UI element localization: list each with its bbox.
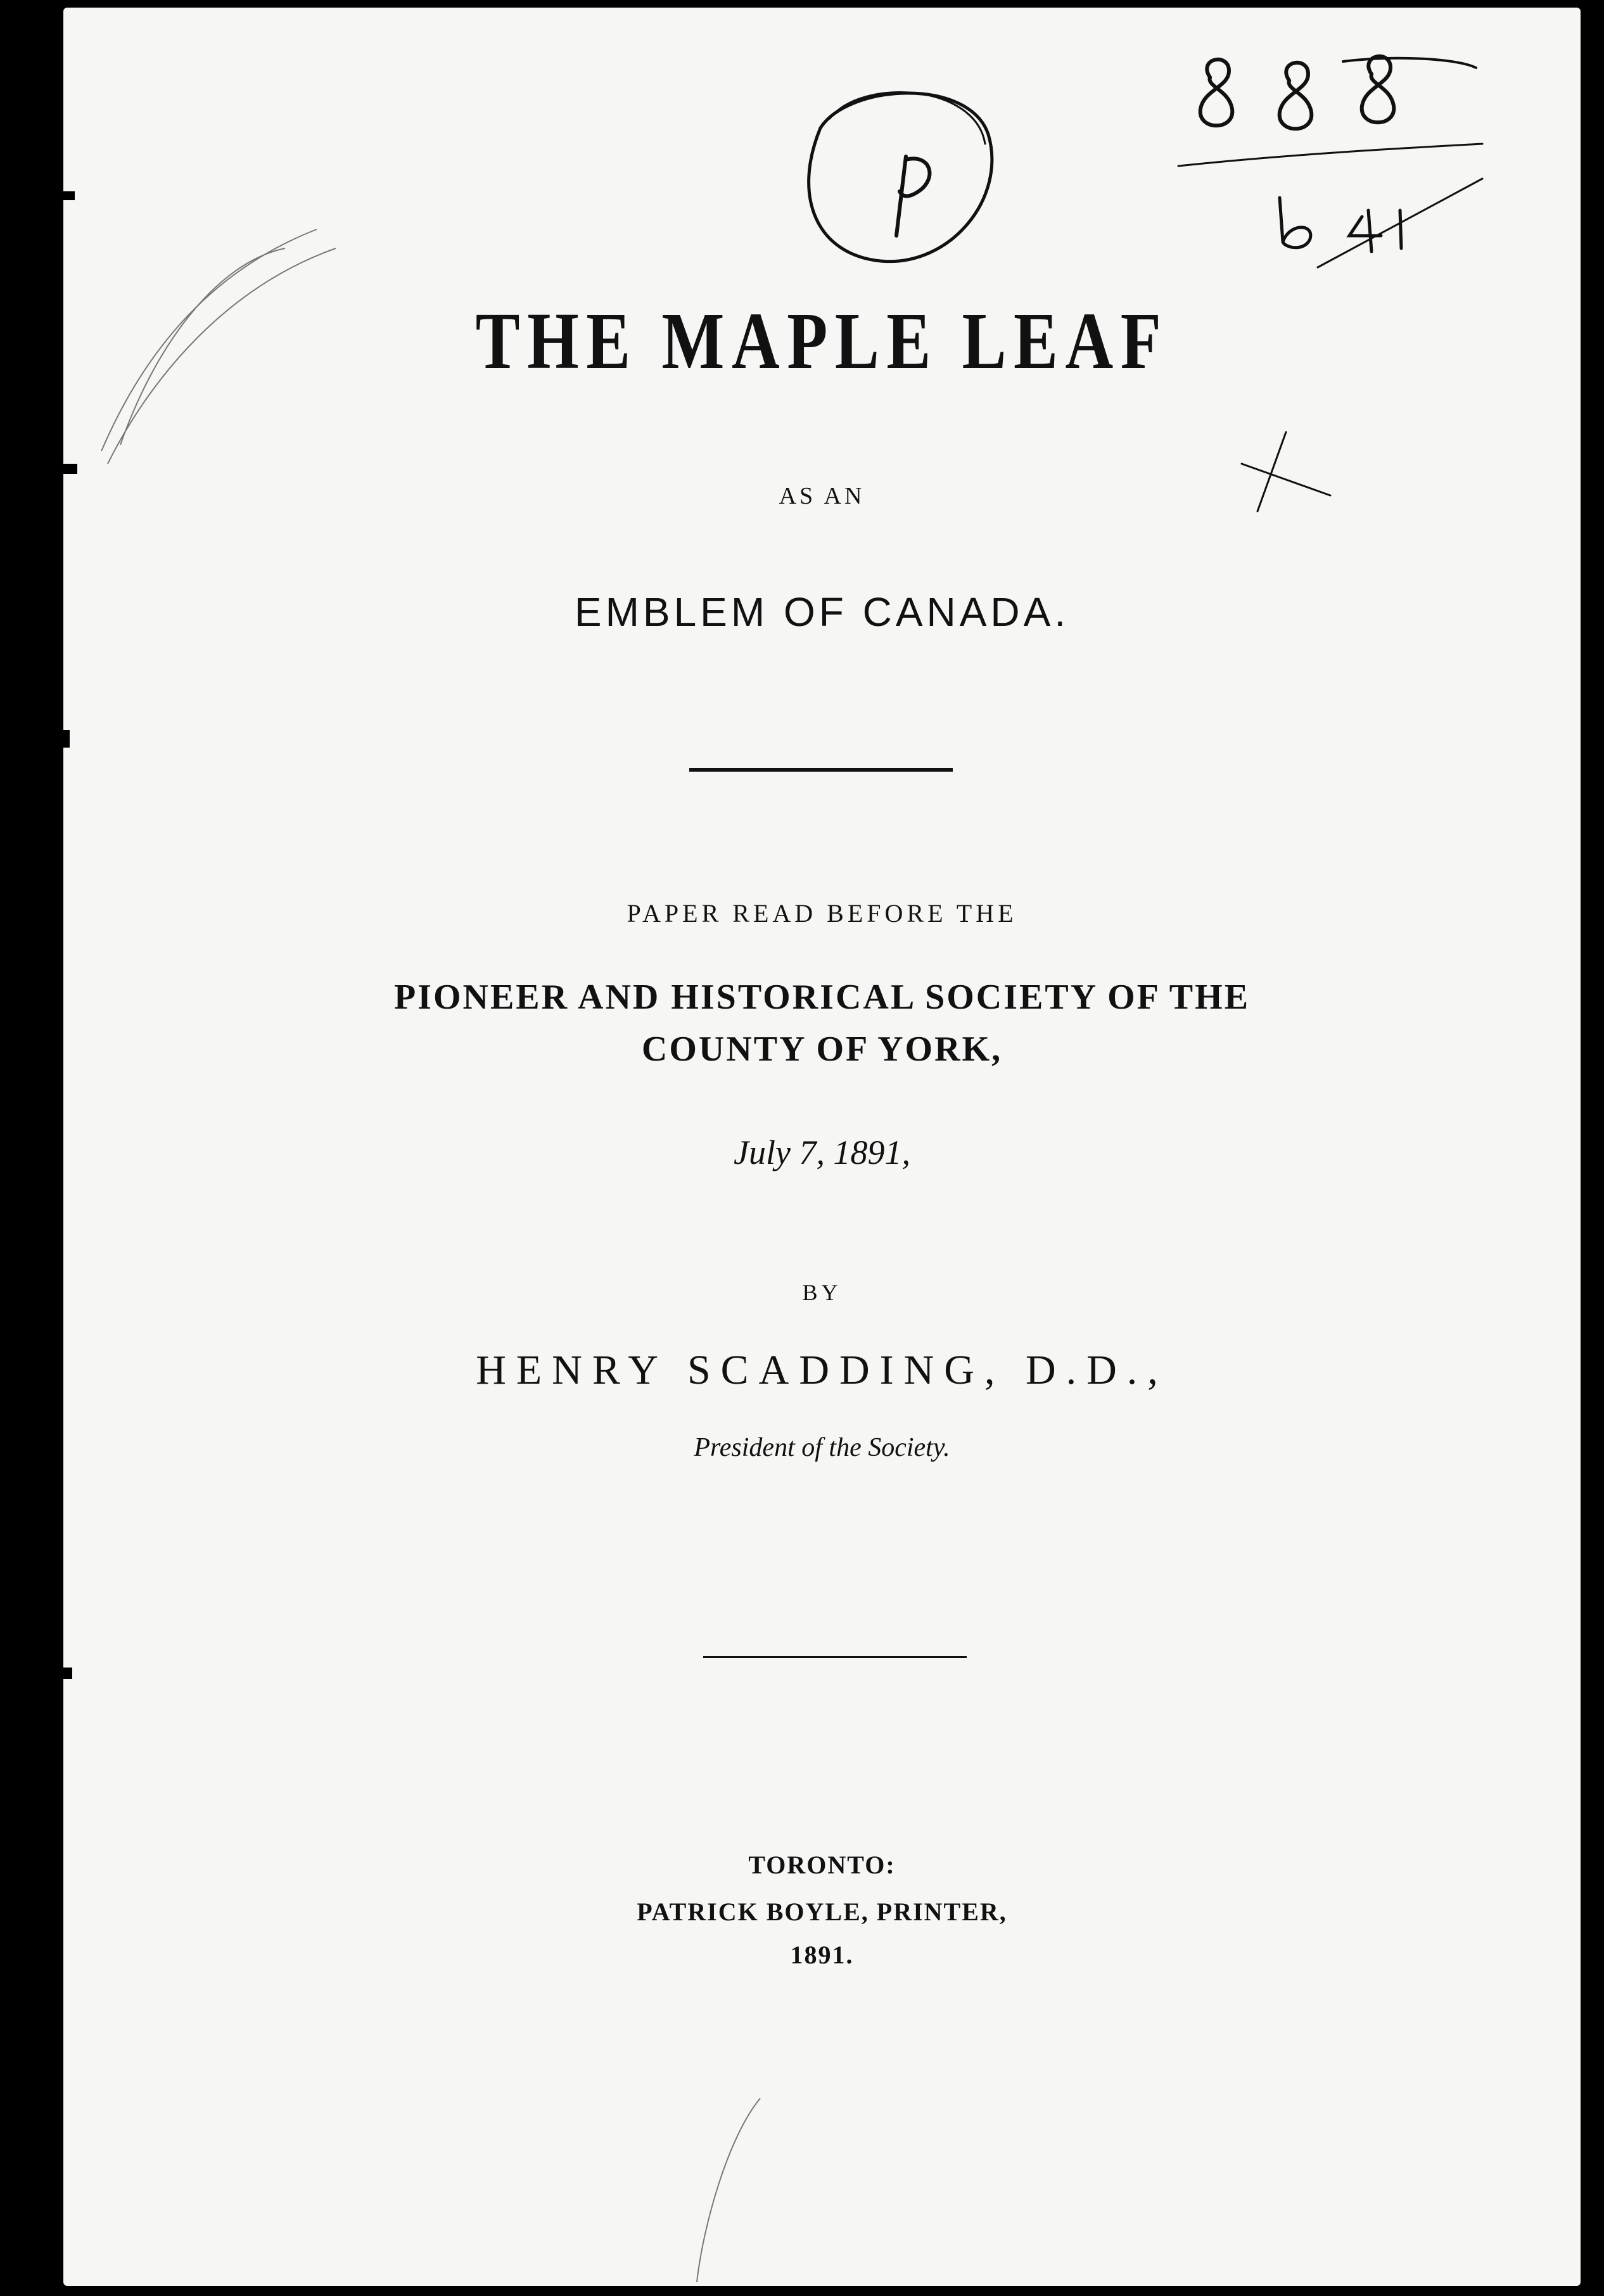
by-line: BY [802, 1280, 842, 1305]
pencil-strokes [101, 229, 760, 2282]
title-subtitle: EMBLEM OF CANADA. [574, 589, 1070, 635]
cross-mark [1242, 432, 1330, 511]
imprint-printer: PATRICK BOYLE, PRINTER, [637, 1897, 1007, 1926]
shelf-mark [1280, 179, 1482, 267]
title-page [63, 8, 1581, 2286]
imprint-place: TORONTO: [748, 1851, 896, 1879]
title-connector: AS AN [779, 483, 865, 509]
society-name-line1: PIONEER AND HISTORICAL SOCIETY OF THE [393, 978, 1251, 1017]
main-title: THE MAPLE LEAF [475, 296, 1169, 386]
circled-letter-mark [809, 92, 992, 262]
handwritten-marks [63, 8, 1581, 2286]
reading-date: July 7, 1891, [734, 1133, 910, 1171]
number-888-mark [1178, 56, 1482, 166]
occasion-intro: PAPER READ BEFORE THE [627, 899, 1017, 928]
binding-notches [63, 191, 77, 1679]
author-role: President of the Society. [694, 1433, 950, 1462]
author-name: HENRY SCADDING, D.D., [476, 1347, 1168, 1393]
imprint-year: 1891. [790, 1941, 854, 1969]
society-name-line2: COUNTY OF YORK, [641, 1030, 1003, 1069]
